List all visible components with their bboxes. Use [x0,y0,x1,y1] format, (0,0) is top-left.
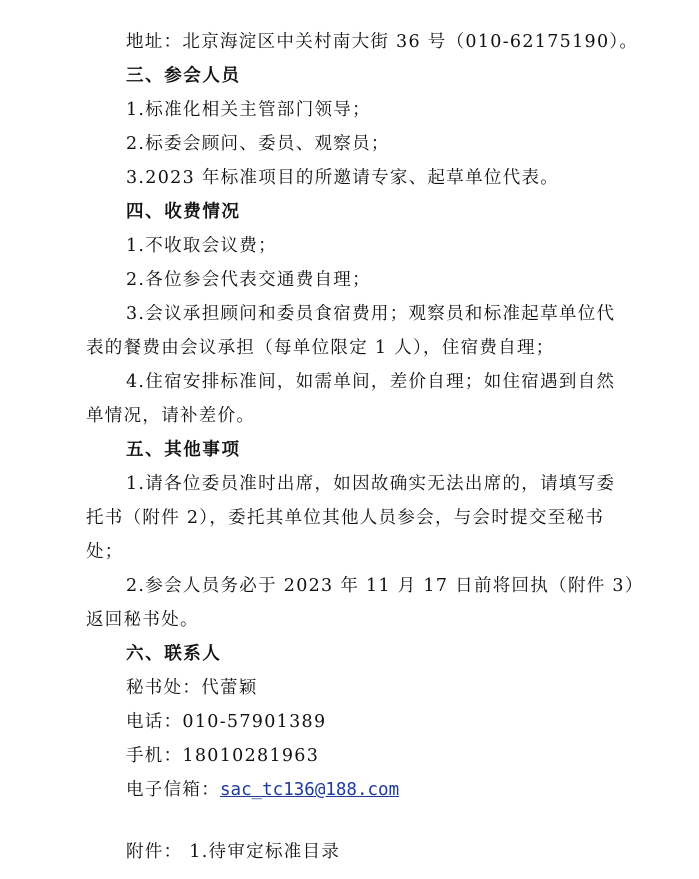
section-4-item-4-line-1: 4.住宿安排标准间，如需单间，差价自理；如住宿遇到自然 [126,372,616,392]
contact-email-label: 电子信箱： [126,780,220,800]
section-3-item-1: 1.标准化相关主管部门领导； [126,100,371,120]
address-line: 地址：北京海淀区中关村南大街 36 号（010-62175190）。 [126,32,639,52]
contact-phone: 电话：010-57901389 [126,712,327,732]
contact-email-row [126,778,399,802]
section-3-item-2: 2.标委会顾问、委员、观察员； [126,134,390,154]
section-5-item-2-line-1: 2.参会人员务必于 2023 年 11 月 17 日前将回执（附件 3） [126,576,644,596]
section-4-heading: 四、收费情况 [126,202,241,222]
section-4-item-3-line-2: 表的餐费由会议承担（每单位限定 1 人），住宿费自理； [86,338,555,358]
section-5-item-1-line-1: 1.请各位委员准时出席，如因故确实无法出席的，请填写委 [126,474,616,494]
section-5-item-1-line-2: 托书（附件 2），委托其单位其他人员参会，与会时提交至秘书 [86,508,605,528]
section-5-item-2-line-2: 返回秘书处。 [86,610,199,630]
section-3-heading: 三、参会人员 [126,66,241,86]
section-5-heading: 五、其他事项 [126,440,241,460]
section-6-heading: 六、联系人 [126,644,222,664]
contact-mobile: 手机：18010281963 [126,746,320,766]
section-4-item-1: 1.不收取会议费； [126,236,277,256]
section-4-item-3-line-1: 3.会议承担顾问和委员食宿费用；观察员和标准起草单位代 [126,304,616,324]
contact-email-link[interactable]: sac_tc136@188.com [220,780,400,800]
contact-secretariat: 秘书处：代蕾颖 [126,678,258,698]
section-5-item-1-line-3: 处； [86,542,124,562]
section-4-item-4-line-2: 单情况，请补差价。 [86,406,256,426]
attachment-line: 附件： 1.待审定标准目录 [126,842,341,862]
section-4-item-2: 2.各位参会代表交通费自理； [126,270,371,290]
section-3-item-3: 3.2023 年标准项目的所邀请专家、起草单位代表。 [126,168,560,188]
